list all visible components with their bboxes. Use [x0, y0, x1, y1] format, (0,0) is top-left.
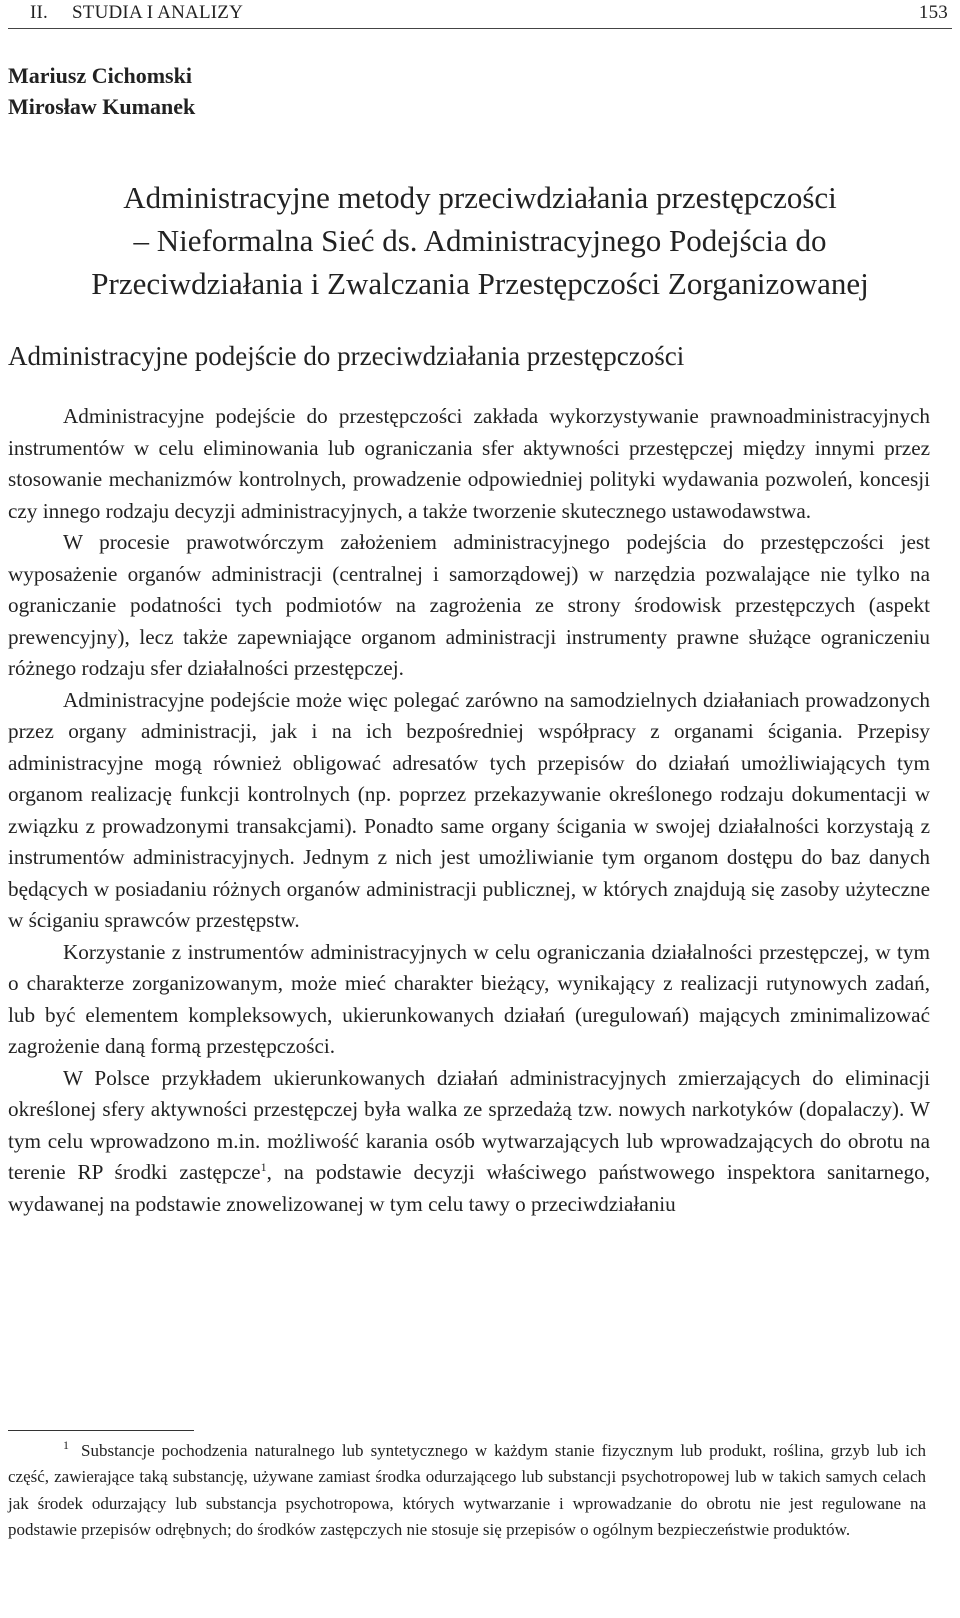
title-line: – Nieformalna Sieć ds. Administracyjnego Podejścia do [133, 223, 827, 258]
section-heading [8, 2, 243, 24]
paragraph: Korzystanie z instrumentów administracyjnych w celu ograniczania działalności przestępczej, w tym o charakterze zorganizowanym, może mieć charakter bieżący, wynikający z realizacji rutynowych zadań, lub być elementem kompleksowych, ukierunkowanych działań (uregulowań) mających zminimalizować zagrożenie daną formą przestępczości. [8, 939, 930, 1058]
section-number: II. [30, 2, 49, 23]
footnote-separator [8, 1430, 194, 1431]
paragraph: Administracyjne podejście może więc polegać zarówno na samodzielnych działaniach prowadzonych przez organy administracji, jak i na ich bezpośredniej współpracy z organami ścigania. Przepisy administracyjne mogą również obligować adresatów tych przepisów do działań umożliwiających tym organom realizację funkcji kontrolnych (np. poprzez przekazywanie określonego rodzaju dokumentacji w związku z prowadzonymi transakcjami). Ponadto same organy ścigania w swojej działalności korzystają z instrumentów administracyjnych. Jednym z nich jest umożliwianie tym organom dostępu do baz danych będących w posiadaniu różnych organów administracji publicznej, w których znajdują się zasoby użyteczne w ściganiu sprawców przestępstw. [8, 687, 930, 932]
footnote [8, 1438, 926, 1543]
page-number: 153 [918, 2, 948, 23]
paragraph-text: W Polsce przykładem ukierunkowanych działań administracyjnych zmierzających do eliminacji określonej sfery aktywności przestępczej była walka ze sprzedażą tzw. nowych narkotyków (dopalaczy). W tym celu wprowadzono m.in. możliwość karania osób wytwarzających lub wprowadzających do obrotu na terenie RP środki zastępcze [8, 1065, 930, 1184]
article-body [8, 401, 930, 1220]
paragraph: Administracyjne podejście do przestępczości zakłada wykorzystywanie prawnoadministracyjnych instrumentów w celu eliminowania lub ograniczania sfer aktywności przestępczej między innymi przez stosowanie mechanizmów kontrolnych, prowadzenie odpowiedniej polityki wydawania pozwoleń, koncesji czy innego rodzaju decyzji administracyjnych, a także tworzenie skutecznego ustawodawstwa. [8, 404, 930, 523]
article-title [8, 176, 952, 305]
paragraph: W procesie prawotwórczym założeniem administracyjnego podejścia do przestępczości jest wyposażenie organów administracji (centralnej i samorządowej) w narzędzia pozwalające nie tylko na ograniczanie podatności tych podmiotów na zagrożenia ze strony środowisk przestępczych (aspekt prewencyjny), lecz także zapewniające organom administracji instrumenty prawne służące ograniczeniu różnego rodzaju sfer działalności przestępczej. [8, 530, 930, 680]
section-subtitle: Administracyjne podejście do przeciwdziałania przestępczości [8, 341, 685, 371]
running-header [8, 2, 952, 29]
author-name: Mariusz Cichomski [8, 63, 192, 88]
footnote-text: Substancje pochodzenia naturalnego lub syntetycznego w każdym stanie fizycznym lub produkt, roślina, grzyb lub ich część, zawierające taką substancję, używane zamiast środka odurzającego lub substancji psychotropowej lub w takich samych celach jak środek odurzający lub substancja psychotropowa, których wytwarzanie i wprowadzanie do obrotu nie jest regulowane na podstawie przepisów odrębnych; do środków zastępczych nie stosuje się przepisów o ogólnym bezpieczeństwie produktów. [8, 1441, 926, 1539]
section-title: STUDIA I ANALIZY [72, 2, 244, 23]
paragraph-text: , na podstawie decyzji właściwego państwowego inspektora sanitarnego, wydawanej na podstawie znowelizowanej w tym celu tawy o przeciwdziałaniu [8, 1160, 930, 1216]
title-line: Administracyjne metody przeciwdziałania przestępczości [123, 180, 837, 215]
authors [8, 60, 195, 122]
title-line: Przeciwdziałania i Zwalczania Przestępczości Zorganizowanej [91, 266, 869, 301]
footnote-reference[interactable]: 1 [260, 1159, 267, 1174]
footnote-paragraph [8, 1438, 926, 1543]
footnote-number: 1 [63, 1438, 69, 1453]
paragraph [8, 1063, 930, 1221]
author-name: Mirosław Kumanek [8, 94, 196, 119]
